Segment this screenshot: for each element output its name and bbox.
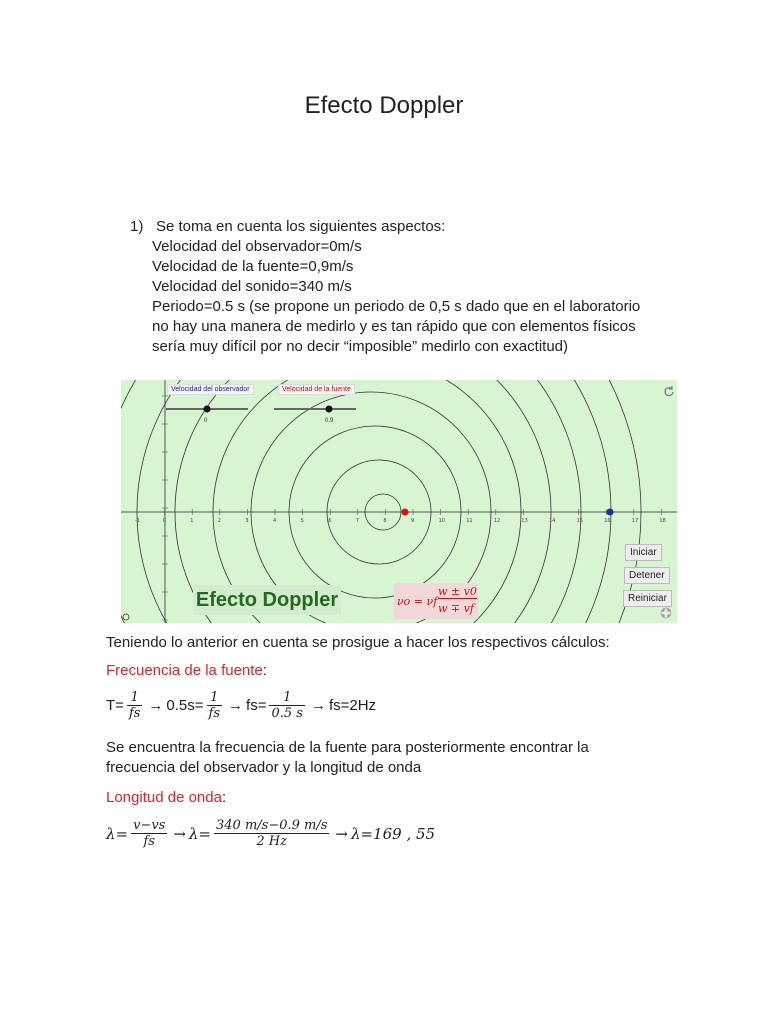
axis-tick-label: 5 <box>300 518 304 524</box>
axis-tick-label: 17 <box>631 518 639 524</box>
fraction-denominator: 0.5 s <box>271 706 303 721</box>
fraction-1-over-fs <box>127 690 145 721</box>
fraction-numerator: 340 m/s−0.9 m/s <box>216 818 328 833</box>
doppler-simulation <box>121 380 677 623</box>
axis-tick-label: 16 <box>604 518 611 524</box>
lambda-label: λ= <box>188 824 211 843</box>
start-button[interactable]: Iniciar <box>625 544 662 561</box>
fraction-numeric <box>214 818 332 849</box>
axis-tick-label: 4 <box>273 518 277 524</box>
arrow-icon: → <box>335 824 348 843</box>
paragraph-explanation-line: frecuencia del observador y la longitud de onda <box>106 759 422 776</box>
lambda-result: λ=169 , 55 <box>350 824 436 843</box>
list-line: Periodo=0.5 s (se propone un periodo de 0,5 s dado que en el laboratorio <box>152 298 641 315</box>
formula-t-label: T= <box>106 697 124 714</box>
fraction-numerator: 1 <box>269 690 304 706</box>
axis-tick-label: 8 <box>383 518 387 524</box>
axis-tick-label: 15 <box>576 518 583 524</box>
axis-tick-label: 10 <box>438 518 445 524</box>
heading-source-frequency <box>106 661 267 681</box>
observer-slider-value: 0 <box>204 418 208 424</box>
fraction-numerator: 1 <box>207 690 222 706</box>
fraction-numerator: v−vs <box>133 818 166 833</box>
heading-colon: : <box>262 662 267 679</box>
fraction-denominator: 2 Hz <box>256 834 287 849</box>
source-velocity-label: Velocidad de la fuente <box>278 384 355 395</box>
axis-tick-label: 7 <box>355 518 359 524</box>
list-line: Velocidad del observador=0m/s <box>152 238 362 255</box>
fraction-1-over-half <box>269 690 307 721</box>
arrow-icon: → <box>173 824 186 843</box>
paragraph-explanation <box>106 738 589 778</box>
fraction-numerator: 1 <box>127 690 142 706</box>
fraction-v-minus-vs <box>131 818 170 849</box>
fraction-1-over-fs <box>207 690 225 721</box>
formula-frequency <box>106 690 379 721</box>
axis-tick-label: 2 <box>217 518 221 524</box>
list-line: Velocidad de la fuente=0,9m/s <box>152 258 354 275</box>
source-slider-value: 0.9 <box>325 418 334 424</box>
paragraph-explanation-line: Se encuentra la frecuencia de la fuente para posteriormente encontrar la <box>106 739 589 756</box>
arrow-icon: → <box>148 697 164 714</box>
formula-numerator: w ± v0 <box>438 585 477 598</box>
formula-fs-label: fs= <box>246 697 267 714</box>
refresh-icon[interactable] <box>663 385 675 397</box>
list-number: 1) <box>130 218 144 235</box>
observer-dot <box>607 509 614 516</box>
formula-lhs: νo = νf <box>397 595 438 608</box>
fraction-denominator: fs <box>128 706 141 721</box>
fullscreen-icon[interactable] <box>660 607 672 619</box>
observer-slider-knob <box>204 406 211 413</box>
list-line: no hay una manera de medirlo y es tan rápido que con elementos físicos <box>152 318 636 335</box>
paragraph-calculations: Teniendo lo anterior en cuenta se prosigue a hacer los respectivos cálculos: <box>106 634 610 651</box>
heading-wavelength <box>106 788 226 808</box>
heading-colon: : <box>221 789 227 806</box>
arrow-icon: → <box>228 697 244 714</box>
formula-wavelength <box>106 818 438 849</box>
simulation-title: Efecto Doppler <box>193 585 341 615</box>
source-dot <box>402 509 409 516</box>
fraction-denominator: fs <box>143 834 155 849</box>
formula-value: 0.5s= <box>166 697 204 714</box>
stop-button[interactable]: Detener <box>624 567 670 584</box>
axis-tick-label: 3 <box>245 518 249 524</box>
axis-tick-label: 11 <box>466 518 473 524</box>
list-line: Velocidad del sonido=340 m/s <box>152 278 352 295</box>
axis-tick-label: 14 <box>549 518 556 524</box>
heading-source-frequency-text: Frecuencia de la fuente <box>106 662 263 679</box>
axis-tick-label: 9 <box>411 518 415 524</box>
doppler-formula <box>394 583 478 619</box>
observer-velocity-label: Velocidad del observador <box>167 384 254 395</box>
fraction-denominator: fs <box>208 706 221 721</box>
axis-tick-label: 18 <box>659 518 666 524</box>
info-icon[interactable] <box>122 613 130 621</box>
axis-tick-label: 1 <box>190 518 194 524</box>
list-line: sería muy difícil por no decir “imposible” medirlo con exactitud) <box>152 338 568 355</box>
axis-tick-label: 12 <box>493 518 501 524</box>
reset-button[interactable]: Reiniciar <box>623 590 672 607</box>
arrow-icon: → <box>310 697 326 714</box>
axis-tick-label: 0 <box>162 518 166 524</box>
axis-tick-label: 13 <box>521 518 528 524</box>
document-title: Efecto Doppler <box>304 92 464 119</box>
formula-result: fs=2Hz <box>328 697 377 714</box>
list-intro: Se toma en cuenta los siguientes aspectos: <box>156 218 446 235</box>
source-slider-knob <box>326 406 333 413</box>
numbered-list <box>130 217 640 357</box>
lambda-label: λ= <box>106 824 129 843</box>
axis-tick-label: 6 <box>328 518 332 524</box>
axis-tick-label: -1 <box>135 518 140 524</box>
formula-denominator: w ∓ vf <box>438 602 474 615</box>
heading-wavelength-text: Longitud de onda <box>106 789 222 806</box>
